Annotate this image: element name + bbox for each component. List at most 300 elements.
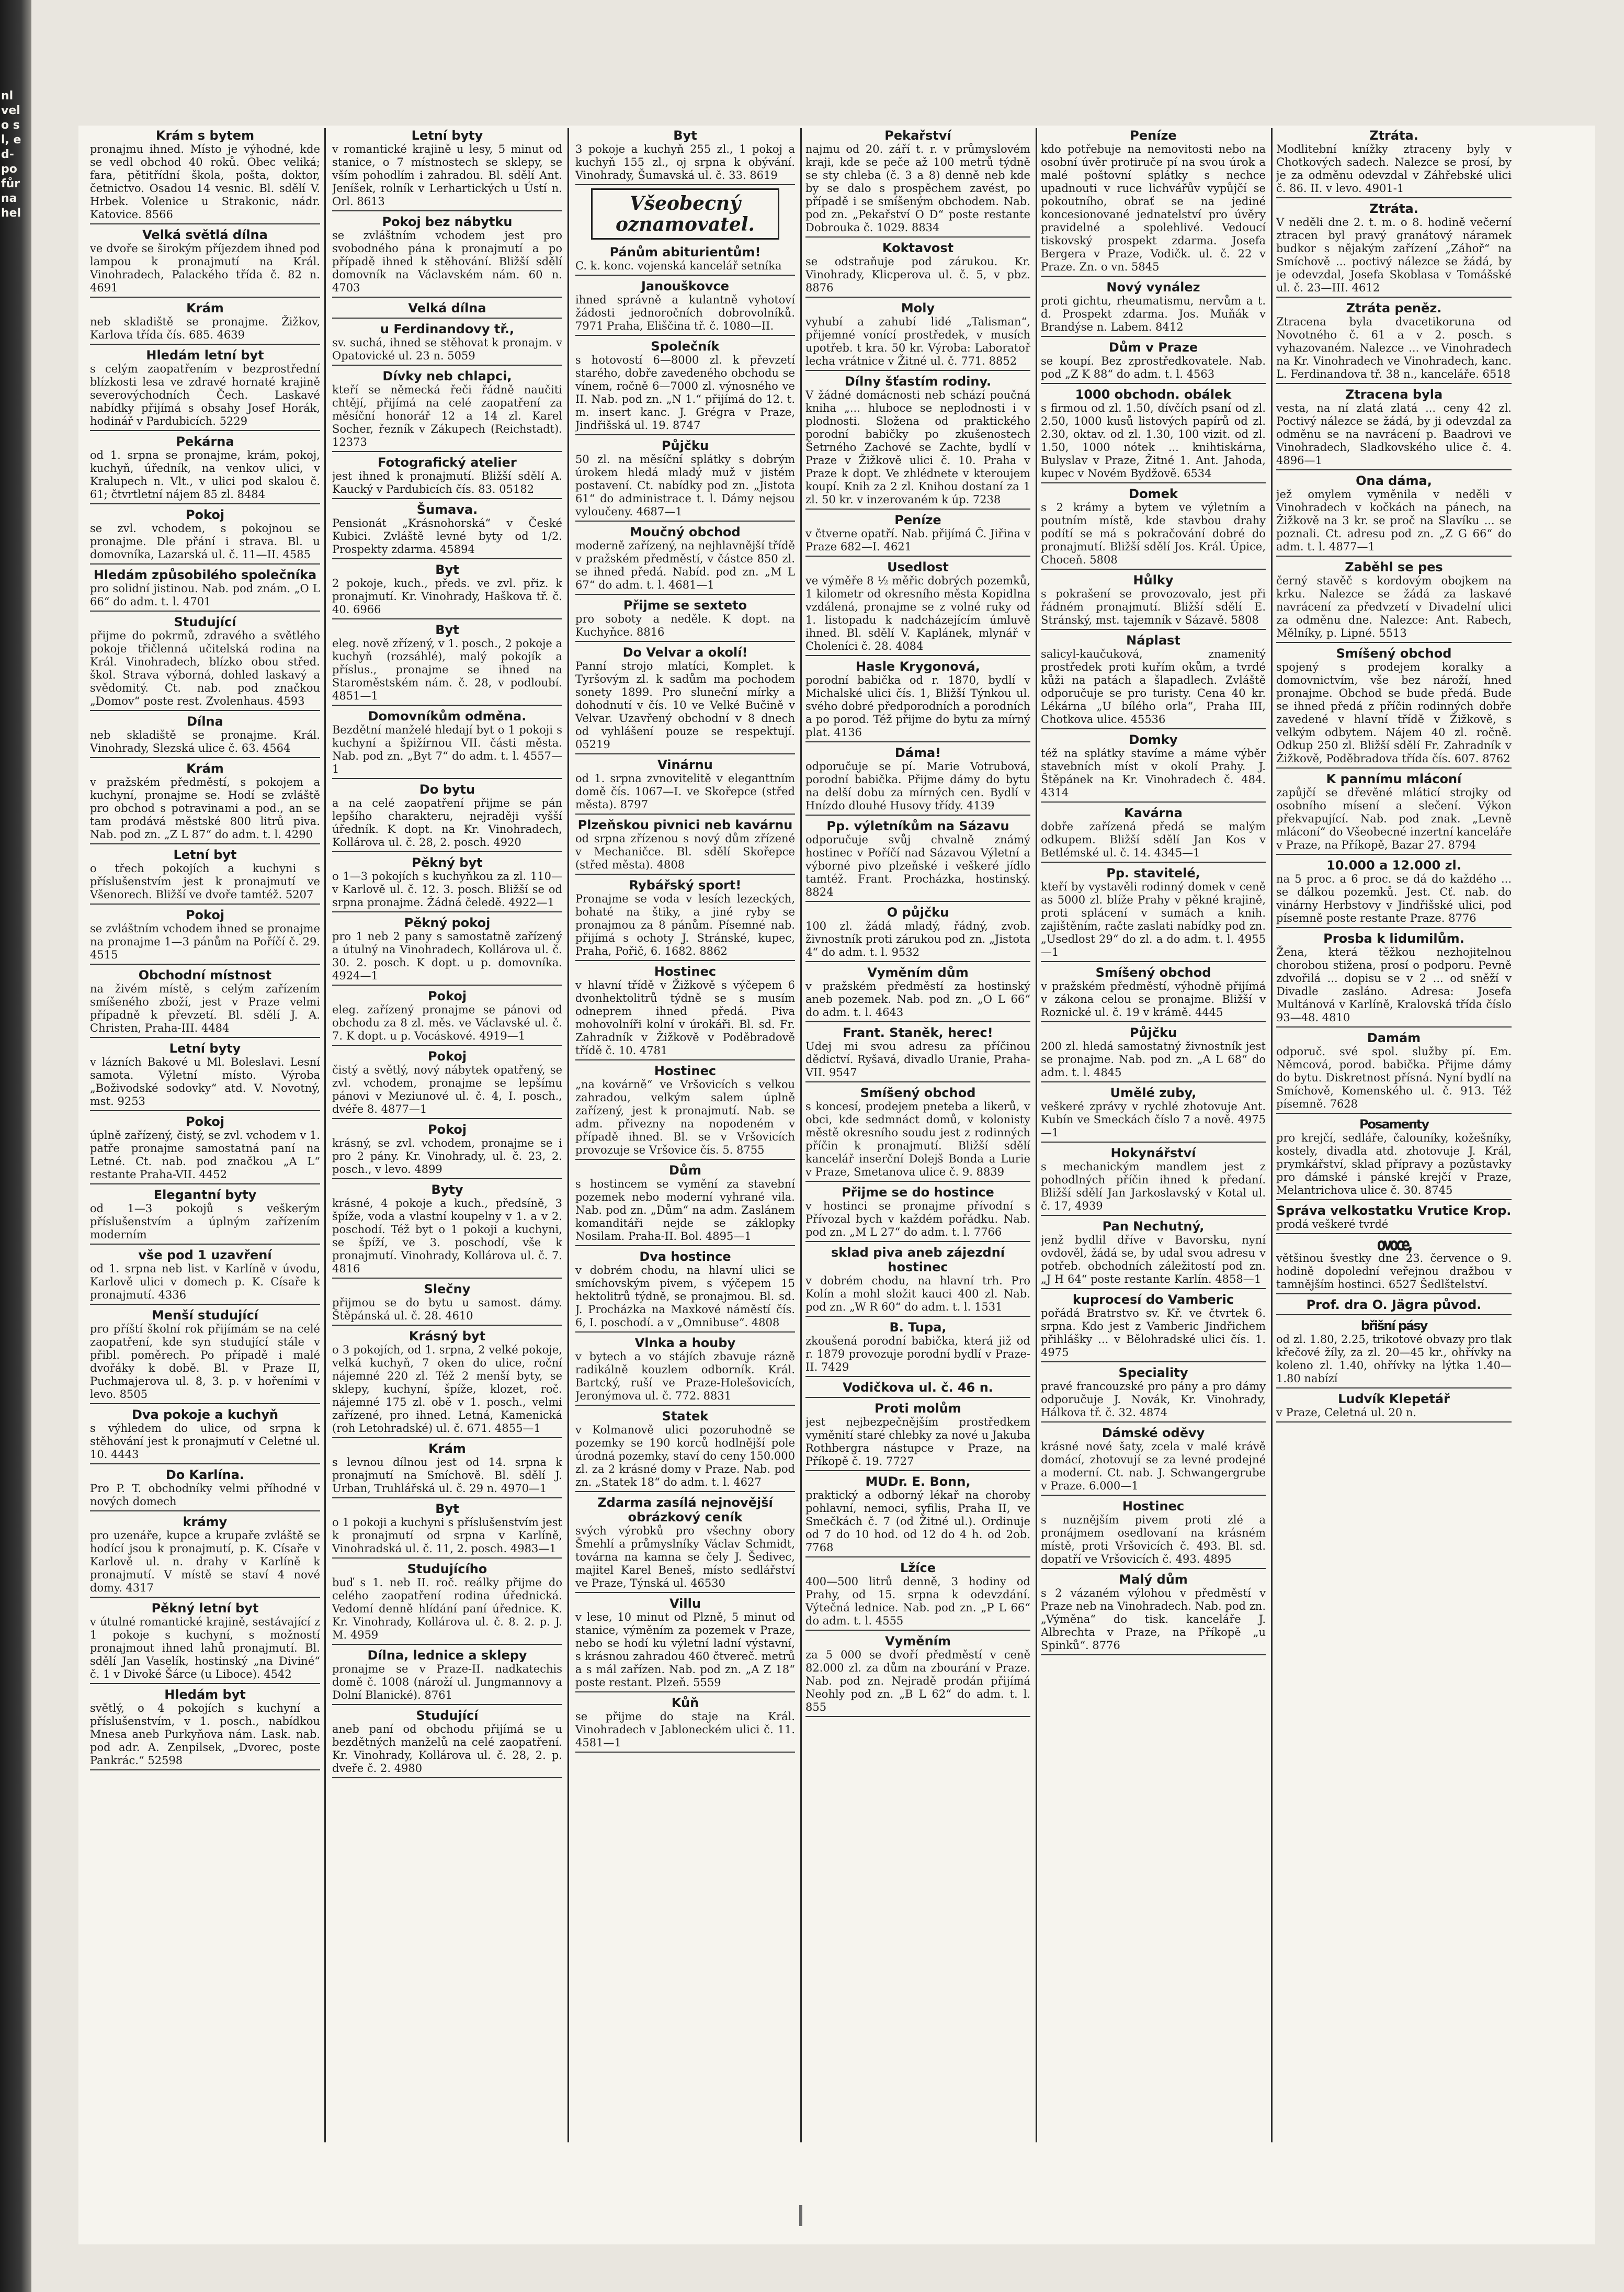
ad-heading: Domek <box>1129 487 1178 501</box>
ad-heading: Pěkný pokoj <box>404 916 491 930</box>
ad-divider <box>332 705 562 706</box>
ad-divider <box>1276 1293 1512 1294</box>
ad-divider <box>575 753 795 754</box>
ad-body: v Praze, Celetná ul. 20 n. <box>1276 1406 1417 1419</box>
ad-heading: Hůlky <box>1133 573 1174 588</box>
ad-divider <box>805 655 1030 656</box>
ad-divider <box>575 275 795 276</box>
ad-body: na živém místě, s celým zařízením smíšeného zboží, jest v Praze velmi případně k převzetí. Bl. sdělí J. A. Christen, Praha-III. 4484 <box>90 983 320 1034</box>
ad-body: sv. suchá, ihned se stěhovat k pronajm. v Opatovické ul. 23 n. 5059 <box>332 336 562 362</box>
ad-body: Modlitební knížky ztraceny byly v Chotkových sadech. Nalezce se prosí, by je za odměnu odevzdal v Záhřebské ulici č. 86. II. v levo. 4901-1 <box>1276 143 1512 195</box>
ad-body: od 1—3 pokojů s veškerým příslušenstvím a úplným zařízením moderním <box>90 1202 320 1241</box>
column-1 <box>90 128 320 2142</box>
classified-ad <box>805 1474 1030 1557</box>
ad-heading: Ludvík Klepetář <box>1338 1392 1450 1406</box>
ad-heading: Krám s bytem <box>155 128 255 143</box>
classified-ad <box>805 1380 1030 1398</box>
ad-divider <box>90 710 320 711</box>
ad-heading: Zdarma zasílá nejnovější obrázkový ceník <box>597 1495 773 1525</box>
ad-divider <box>575 1752 795 1753</box>
ad-heading: Pp. stavitelé, <box>1106 866 1200 880</box>
classified-ad <box>90 968 320 1038</box>
classified-ad <box>1041 1219 1266 1289</box>
ad-heading: Pan Nechutný, <box>1102 1219 1205 1234</box>
classified-ad <box>332 562 562 619</box>
classified-ad <box>1041 1292 1266 1362</box>
ad-body: od 1. srpna zvnovitelitě v eleganttním domě čís. 1067—I. ve Skořepce (střed města). 8797 <box>575 772 795 811</box>
ad-divider <box>332 365 562 366</box>
ad-divider <box>1276 1314 1512 1315</box>
ad-body: též na splátky stavíme a máme výběr stavebních míst v okolí Prahy. J. Štěpánek na Kr. Vinohradech č. 484. 4314 <box>1041 747 1266 799</box>
ad-divider <box>332 911 562 912</box>
ad-divider <box>90 757 320 758</box>
ad-divider <box>805 1316 1030 1317</box>
center-fold-mark <box>799 2205 802 2226</box>
ad-divider <box>1041 1421 1266 1422</box>
vseobecny-oznamovatel-box: Všeobecný oznamovatel. <box>591 188 779 240</box>
column-5 <box>1041 128 1266 2142</box>
ad-heading: Speciality <box>1118 1365 1188 1380</box>
ad-divider <box>1276 1199 1512 1200</box>
ad-divider <box>332 618 562 619</box>
ad-body: od 1. srpna se pronajme, krám, pokoj, kuchyň, úředník, na venkov ulici, v Kralupech n. Vlt., v ulici pod skalou č. 61; čtvrtletní nájem 85 zl. 8484 <box>90 449 320 501</box>
ad-divider <box>332 297 562 298</box>
classified-ad <box>332 709 562 779</box>
column-4 <box>805 128 1030 2142</box>
ad-body: od srpna zřízenou s nový dům zřízené v Mechaničce. Bl. sdělí Skořepce (střed města). 4808 <box>575 832 795 871</box>
classified-ad <box>1041 487 1266 570</box>
ad-divider <box>1276 383 1512 384</box>
ad-divider <box>90 1110 320 1111</box>
ad-divider <box>1276 556 1512 557</box>
ad-heading: Menší studující <box>151 1308 259 1323</box>
ad-body: Pronajme se voda v lesích lezeckých, bohaté na štiky, a jiné ryby se pronajmou za 8 pánům. Písemné nab. přijímá s ochoty J. Stránské, kupec, Praha, Pořič, 6. 1682. 8862 <box>575 893 795 957</box>
classified-ad <box>575 964 795 1060</box>
ad-divider <box>1041 1215 1266 1216</box>
classified-ad <box>1041 866 1266 962</box>
ad-body: v romantické krajině u lesy, 5 minut od stanice, o 7 místnostech se sklepy, se vším pohodlím i zahradou. Bl. sdělí Ant. Jeníšek, rolník v Lerhartických u Ústí n. Orl. 8613 <box>332 143 562 208</box>
classified-ad <box>332 369 562 452</box>
classified-ad <box>805 560 1030 656</box>
ad-heading: Do Karlína. <box>165 1467 245 1482</box>
ad-divider <box>90 1510 320 1511</box>
ad-divider <box>1276 1421 1512 1422</box>
ad-divider <box>332 1497 562 1498</box>
ad-divider <box>332 451 562 452</box>
ad-heading: Dva pokoje a kuchyň <box>131 1407 279 1422</box>
ad-heading: Pokoj bez nábytku <box>382 214 513 229</box>
ad-body: krásné nové šaty, zcela v malé krávě domácí, zhotovují se za levné prodejné a moderní. Ct. nab. J. Schwangergrube v Praze. 6.000—1 <box>1041 1440 1266 1492</box>
ad-heading: Domovníkům odměna. <box>368 709 527 724</box>
classified-ad <box>90 301 320 345</box>
ad-heading: Vlnka a houby <box>634 1336 736 1350</box>
ad-body: zapůjčí se dřevěné mláticí strojky od osobního mísení a slečení. Výkon překvapující. Nab. pod znak. „Levně mláconí“ do Všeobecné inzertní kanceláře v Praze, na Příkopě, Bazar 27. 8794 <box>1276 786 1512 851</box>
ad-body: Udej mi svou adresu za příčinou dědictví. Ryšavá, divadlo Uranie, Praha-VII. 9547 <box>805 1040 1030 1079</box>
ad-divider <box>805 1397 1030 1398</box>
classified-ad <box>332 1329 562 1438</box>
classified-ad <box>1041 280 1266 337</box>
ad-heading: Elegantní byty <box>153 1188 257 1202</box>
ad-heading: Hasle Krygonová, <box>856 659 980 674</box>
ad-body: „na kovárně“ ve Vršovicích s velkou zahradou, velkým salem úplně zařízený, jest k pronajmutí. Nab. se adm. přivezny na nopodeném v případě ihned. Bl. se v Vršovicích provozuje se Vršovice čís. 5. 8755 <box>575 1078 795 1156</box>
ad-body: vesta, na ní zlatá zlatá ... ceny 42 zl. Poctivý nálezce se žádá, by ji odevzdal za odměnu se na navrácení p. Baadrovi ve Vinohradech, Sladkovského ulice č. 4. 4896—1 <box>1276 402 1512 467</box>
ad-heading: Ztráta. <box>1369 128 1418 143</box>
ad-heading: Vodičkova ul. č. 46 n. <box>843 1380 993 1395</box>
ad-heading: 10.000 a 12.000 zl. <box>1326 858 1461 873</box>
classified-ad <box>1041 806 1266 863</box>
classified-ad <box>332 502 562 559</box>
classified-ad <box>805 241 1030 298</box>
ad-body: přijmou se do bytu u samost. dámy. Štěpánská ul. č. 28. 4610 <box>332 1296 562 1322</box>
classified-ad <box>332 623 562 706</box>
classified-ad <box>575 245 795 276</box>
ad-heading: Ona dáma, <box>1356 473 1432 488</box>
ad-body: v pražském předměstí za hostinský aneb pozemek. Nab. pod zn. „O L 66“ do adm. t. l. 4643 <box>805 980 1030 1019</box>
classified-ad <box>1041 1086 1266 1143</box>
ad-divider <box>332 1557 562 1559</box>
ad-divider <box>90 1304 320 1305</box>
ad-body: s výhledem do ulice, od srpna k stěhování jest k pronajmutí v Celetné ul. 10. 4443 <box>90 1422 320 1461</box>
ad-divider <box>332 985 562 986</box>
classified-ad <box>805 374 1030 510</box>
classified-ad <box>90 848 320 905</box>
ad-heading: Plzeňskou pivnici neb kavárnu <box>577 818 793 832</box>
classified-ad <box>1276 772 1512 855</box>
ad-body: s celým zaopatřením v bezprostřední blízkosti lesa ve zdravé hornaté krajině severovýchodních Čech. Laskavé nabídky přijímá s obsahy Josef Horák, hodinář v Pardubicích. 5229 <box>90 363 320 427</box>
classified-ad <box>90 1515 320 1598</box>
ad-heading: Šumava. <box>416 502 478 517</box>
ad-heading: Přijme se do hostince <box>842 1185 994 1200</box>
ad-divider <box>1276 854 1512 855</box>
classified-ad <box>575 1064 795 1160</box>
ad-body: v hostinci se pronajme přívodní s Přívozal bych v každém pořádku. Nab. pod zn. „M L 27“ do adm. t. l. 7766 <box>805 1200 1030 1238</box>
ad-heading: Pp. výletníkům na Sázavu <box>826 819 1009 833</box>
ad-body: pro soboty a neděle. K dopt. na Kuchyňce. 8816 <box>575 613 795 638</box>
classified-ad <box>1041 1146 1266 1216</box>
classified-ad <box>575 598 795 642</box>
ad-heading: Studující <box>174 615 236 629</box>
ad-divider <box>805 1376 1030 1377</box>
ad-body: V neděli dne 2. t. m. o 8. hodině večerní ztracen byl pravý granátový náramek budkor s nějakým zařízení „Záhoř“ na Smíchově ... poctivý nálezce se žádá, by je odevzdal, Josefa Skoblasa v Tomášské ul. č. 23—III. 4612 <box>1276 216 1512 294</box>
ad-heading: Dílna <box>187 714 223 729</box>
ad-divider <box>332 1777 562 1778</box>
ad-divider <box>575 594 795 595</box>
classified-ad <box>1276 1203 1512 1234</box>
classified-ad <box>90 1308 320 1404</box>
ad-body: se zvláštním vchodem jest pro svobodného pána k pronajmutí a po případě ihned k stěhování. Bližší sdělí domovník na Václavském nám. 60 n. 4703 <box>332 229 562 294</box>
ad-heading: Pokoj <box>427 1049 467 1064</box>
ad-body: pro solidní jistinou. Nab. pod znám. „O L 66“ do adm. t. l. 4701 <box>90 582 320 608</box>
ad-divider <box>1276 1387 1512 1388</box>
ad-divider <box>90 223 320 224</box>
ad-divider <box>1041 961 1266 962</box>
column-3 <box>575 128 795 2142</box>
ad-divider <box>575 1405 795 1406</box>
ad-body: v útulné romantické krajině, sestávající z 1 pokoje s kuchyní, s možností pronajmout ihned lahů pronajmutí. Bl. sdělí Jan Vaselík, hostinský „na Diviné“ č. 1 v Divoké Šárce (u Liboce). 4542 <box>90 1616 320 1680</box>
classified-ad <box>1276 128 1512 198</box>
ad-body: pronajme se v Praze-II. nadkatechis domě č. 1008 (nároží ul. Jungmannovy a Dolní Blanické). 8761 <box>332 1663 562 1701</box>
ad-divider <box>332 1325 562 1326</box>
classified-ad <box>332 1282 562 1326</box>
ad-heading: Krám <box>186 761 224 776</box>
ad-body: neb skladiště se pronajme. Král. Vinohrady, Slezská ulice č. 63. 4564 <box>90 729 320 754</box>
ad-divider <box>90 1597 320 1598</box>
ad-divider <box>1041 482 1266 483</box>
classified-ad <box>90 1407 320 1464</box>
ad-heading: Kůň <box>671 1696 699 1710</box>
ad-heading: Letní byty <box>411 128 483 143</box>
ad-body: najmu od 20. září t. r. v průmyslovém kraji, kde se peče až 100 metrů týdně se sty chleba (č. 3 a 8) denně neb kde by se dalo s prospěchem zavést, po případě i se smíšeným obchodem. Nab. pod zn. „Pekařství O D“ poste restante Dobrouka č. 1029. 8834 <box>805 143 1030 234</box>
ad-heading: Hostinec <box>1122 1499 1185 1514</box>
classified-ad <box>1041 128 1266 277</box>
ad-heading: Umělé zuby, <box>1110 1086 1197 1100</box>
ad-body: pro uzenáře, kupce a krupaře zvláště se hodící jsou k pronajmutí, p. K. Císaře v Karlově ul. n. drahy v Karlíně k pronajmutí. V místě se staví 4 nové domy. 4317 <box>90 1529 320 1594</box>
ad-body: v čtverne opatří. Nab. přijímá Č. Jiřina v Praze 682—I. 4621 <box>805 527 1030 553</box>
ad-divider <box>575 960 795 961</box>
ad-heading: Domky <box>1129 732 1178 747</box>
ad-body: se koupí. Bez zprostředkovatele. Nab. pod „Z K 88“ do adm. t. l. 4563 <box>1041 355 1266 380</box>
ad-heading: Krám <box>186 301 224 315</box>
ad-body: odporuč. své spol. služby pí. Em. Němcová, porod. babička. Přijme dámy do bytu. Diskretnost přísná. Nyní bydlí na Smíchově, Komenského ul. č. 913. Též písemně. 7628 <box>1276 1045 1512 1110</box>
ad-divider <box>1041 569 1266 570</box>
ad-divider <box>575 874 795 875</box>
ad-divider <box>575 641 795 642</box>
ad-heading: Dívky neb chlapci, <box>382 369 512 383</box>
ad-body: s hostincem se vymění za stavební pozemek nebo moderní vyhrané vila. Nab. pod zn. „Dům“ na adm. Zaslánem komanditáři nejde se záklopky Nosilam. Praha-II. Bol. 4895—1 <box>575 1178 795 1243</box>
classified-ad <box>332 989 562 1046</box>
ad-body: v bytech a vo stájích zbavuje rázně radikálně kouzlem odborník. Král. Bartcký, ruší ve Praze-Holešovicích, Jeronýmova ul. č. 772. 8831 <box>575 1350 795 1402</box>
ad-heading: Dáma! <box>894 746 941 760</box>
ad-body: eleg. zařízený pronajme se pánovi od obchodu za 8 zl. měs. ve Václavské ul. č. 7. K dopt. u p. Vocáskové. 4919—1 <box>332 1003 562 1042</box>
column-rule <box>1271 128 1273 2142</box>
classified-ad <box>1041 1025 1266 1082</box>
ad-heading: K pannímu mláconí <box>1326 772 1462 786</box>
ad-body: buď s 1. neb II. roč. reálky přijme do celého zaopatření rodina úřednická. Vedomí denně hlídání paní úřednice. K. Kr. Vinohrady, Kollárova ul. č. 8. 2. p. J. M. 4959 <box>332 1576 562 1641</box>
ad-body: a na celé zaopatření přijme se pán lepšího charakteru, nejraději vyšší úředník. K dopt. na Kr. Vinohradech, Kollárova ul. č. 28, 2. posch. 4920 <box>332 797 562 849</box>
ad-divider <box>90 904 320 905</box>
ad-divider <box>332 498 562 499</box>
classified-ad <box>332 855 562 912</box>
ad-body: odporučuje se pí. Marie Votrubová, porodní babička. Přijme dámy do bytu na delší dobu za mírných cen. Bydlí v Hnízdo dlouhé Husovy třídy. 4139 <box>805 760 1030 812</box>
classified-ad <box>575 1163 795 1246</box>
ad-divider <box>332 1644 562 1645</box>
classified-ad <box>1041 387 1266 483</box>
ad-divider <box>332 1118 562 1119</box>
ad-body: o třech pokojích a kuchyni s příslušenstvím jest k pronajmutí ve Všenorech. Bližší ve dvoře tamtéž. 5207 <box>90 862 320 901</box>
classified-ad <box>1276 1117 1512 1200</box>
ad-body: v lázních Bakové u Ml. Boleslavi. Lesní samota. Výletní místo. Výroba „Boživodské sodovky“ atd. V. Novotný, mst. 9253 <box>90 1056 320 1108</box>
classified-ad <box>1276 473 1512 557</box>
ad-divider <box>332 318 562 319</box>
column-rule <box>1036 128 1037 2142</box>
ad-body: 200 zl. hledá samostatný živnostník jest se pronajme. Nab. pod zn. „A L 68“ do adm. t. l. 4845 <box>1041 1040 1266 1079</box>
classified-ad <box>1276 1318 1512 1388</box>
ad-heading: Do bytu <box>419 782 475 797</box>
ad-heading: Vyměním <box>885 1634 951 1649</box>
ad-heading: kuprocesí do Vamberic <box>1072 1292 1234 1307</box>
column-rule <box>567 128 569 2142</box>
ad-heading: Ztracena byla <box>1345 387 1443 402</box>
ad-heading: Dílna, lednice a sklepy <box>367 1648 527 1663</box>
ad-body: od zl. 1.80, 2.25, trikotové obvazy pro tlak křečové žíly, za zl. 20—45 kr., ohřívky na koleno zl. 1.40, ohřívky na lýtka 1.40—1.80 nabízí <box>1276 1333 1512 1385</box>
classified-ad <box>332 322 562 366</box>
ad-heading: Byt <box>673 128 697 143</box>
ad-heading: Prof. dra O. Jägra původ. <box>1306 1297 1482 1312</box>
classified-ad <box>90 568 320 612</box>
classified-ad <box>90 434 320 504</box>
ad-divider <box>805 556 1030 557</box>
ad-body: odporučuje svůj chvalně známý hostinec v Poříčí nad Sázavou Výletní a výborné pivo plzeňské i veškeré jídlo tamtéž. Frant. Procházka, hostinský. 8824 <box>805 833 1030 898</box>
ad-heading: Byty <box>431 1182 463 1197</box>
ad-divider <box>575 184 795 185</box>
ad-heading: Koktavost <box>882 241 954 255</box>
ad-divider <box>1041 862 1266 863</box>
ad-heading: Moučný obchod <box>630 525 741 539</box>
ad-body: o 1—3 pokojích s kuchyňkou za zl. 110— v Karlově ul. č. 12. 3. posch. Bližší se od srpna pronajme. Žádná čeledě. 4922—1 <box>332 870 562 909</box>
ad-heading: Frant. Staněk, herec! <box>843 1025 993 1040</box>
ad-body: ve výměře 8 ½ měřic dobrých pozemků, 1 kilometr od okresního města Kopidlna vzdálená, pronajme se z volné ruky od 1. listopadu k nadcházejícím úmluvě ihned. Bl. sdělí V. Kaplánek, mlynář v Choleníci č. 28. 4084 <box>805 574 1030 652</box>
ad-heading: břišní pásy <box>1360 1318 1427 1333</box>
classified-ad <box>1276 1297 1512 1315</box>
ad-body: s levnou dílnou jest od 14. srpna k pronajmutí na Smíchově. Bl. sdělí J. Urban, Truhlářská ul. č. 29 n. 4970—1 <box>332 1456 562 1495</box>
ad-heading: vše pod 1 uzavření <box>138 1248 272 1262</box>
ad-body: spojený s prodejem koralky a domovnictvím, vše bez nároží, hned pronajme. Obchod se bude předá. Bude se ihned předá z příčin rodinných dobře zavedené v hlavní třídě v Žižkově, s velkým odbytem. Nájem 40 zl. ročně. Odkup 250 zl. Bližší sdělí Fr. Zahradník v Žižkově, Poděbradova třída čís. 607. 8762 <box>1276 661 1512 765</box>
ad-heading: Pokoj <box>427 989 467 1003</box>
classified-ad <box>332 782 562 852</box>
ad-divider <box>90 1769 320 1770</box>
ad-divider <box>575 1592 795 1593</box>
ad-body: salicyl-kaučuková, znamenitý prostředek proti kuřím okům, a tvrdé kůži na patách a šlapadlech. Zvláště odporučuje se pro turisty. Cena 40 kr. Lékárna „U bílého orla“, Praha III, Chotkova ulice. 45536 <box>1041 648 1266 726</box>
ad-divider <box>90 1244 320 1245</box>
ad-body: jest nejbezpečnějším prostředkem vyměnití staré chlebky za nové u Jakuba Rothbergra nástupce v Praze, na Příkopě č. 19. 7727 <box>805 1416 1030 1467</box>
ad-heading: Dámské oděvy <box>1101 1426 1205 1440</box>
ad-body: ve dvoře se širokým příjezdem ihned pod lampou k pronajmutí na Král. Vinohradech, Palackého třída č. 82 n. 4691 <box>90 242 320 294</box>
ad-divider <box>90 1183 320 1184</box>
ad-heading: B. Tupa, <box>889 1320 947 1335</box>
classified-ad <box>90 615 320 711</box>
ad-divider <box>1276 767 1512 769</box>
ad-heading: Janouškovce <box>641 279 730 293</box>
classified-ad <box>1276 858 1512 928</box>
ad-body: v pražském předměstí, výhodně přijímá v zákona celou se pronajme. Bližší v Roznické ul. č. 19 v krámě. 4445 <box>1041 980 1266 1019</box>
classified-ad <box>90 1467 320 1511</box>
ad-divider <box>332 1704 562 1705</box>
ad-heading: Smíšený obchod <box>1336 646 1452 661</box>
ad-body: v pražském předměstí, s pokojem a kuchyní, pronajme se. Hodí se zvláště pro obchod s potravinami a pod., an se tam prodává městské 800 litrů piva. Nab. pod zn. „Z L 87“ do adm. t. l. 4290 <box>90 776 320 841</box>
ad-divider <box>1276 927 1512 928</box>
ad-divider <box>332 210 562 211</box>
ad-body: pro krejčí, sedláře, čalouníky, kožešníky, kostely, divadla atd. zhotovuje J. Král, prymkářství, sklad přípravy a pozůstavky pro dámské i pánské krejčí v Praze, Melantrichova ulice č. 30. 8745 <box>1276 1132 1512 1196</box>
ad-body: porodní babička od r. 1870, bydlí v Michalské ulici čís. 1, Bližší Týnkou ul. svého dobré předporodních a porodních a po porod. Též přijme do bytu za mírný plat. 4136 <box>805 674 1030 739</box>
classified-ad <box>1041 965 1266 1022</box>
ad-heading: Damám <box>1367 1031 1421 1045</box>
ad-body: svých výrobků pro všechny obory Šmehlí a průmyslníky Václav Schmidt, továrna na kamna se čely J. Šedivec, majitel Karel Beneš, místo sedlářství ve Praze, Týnská ul. 46530 <box>575 1525 795 1589</box>
ad-divider <box>1276 297 1512 298</box>
ad-body: za 5 000 se dvoří předměstí v ceně 82.000 zl. za dům na zbourání v Praze. Nab. pod zn. Nejradě prodán přijímá Neohly pod zn. „B L 62“ do adm. t. l. 855 <box>805 1649 1030 1713</box>
classified-ad <box>805 1245 1030 1317</box>
ad-body: moderně zařízený, na nejhlavnější třídě v pražském předměstí, v částce 850 zl. se ihned předá. Nabíd. pod zn. „M L 67“ do adm. t. l. 4681—1 <box>575 539 795 591</box>
ad-body: kteří se německá řeči řádně naučiti chtějí, přijímá na celé zaopatření za měsíční honorář 12 a 14 zl. Karel Socher, řezník v Zákupech (Reichstadt). 12373 <box>332 383 562 448</box>
ad-body: ihned správně a kulantně vyhotoví žádosti jednoročních dobrovolníků. 7971 Praha, Eliščina tř. č. 1080—II. <box>575 293 795 332</box>
classified-ad <box>1276 560 1512 643</box>
ad-heading: sklad piva aneb zájezdní hostinec <box>831 1245 1005 1274</box>
ad-heading: Pokoj <box>185 507 225 522</box>
ad-heading: Krám <box>428 1441 466 1456</box>
ad-heading: MUDr. E. Bonn, <box>865 1474 971 1489</box>
ad-heading: Obchodní místnost <box>138 968 272 983</box>
ad-divider <box>1276 642 1512 643</box>
ad-body: kteří by vystavěli rodinný domek v ceně as 5000 zl. blíže Prahy v pěkné krajině, proti splácení v sumách a knih. zajištěním, račte zaslati nabídky pod zn. „Usedlost 29“ do zl. a do adm. t. l. 4955—1 <box>1041 880 1266 958</box>
ad-divider <box>575 521 795 522</box>
classified-ad <box>332 128 562 211</box>
classified-ad <box>332 1562 562 1645</box>
ad-body: zkoušená porodní babička, která již od r. 1879 provozuje porodní bydlí v Praze-II. 7429 <box>805 1335 1030 1373</box>
ad-body: světlý, o 4 pokojích s kuchyní a příslušenstvím, v 1. posch., nabídkou Mnesa aneb Purkyňova nám. Lask. nab. pod adr. A. Zenpilsek, „Dvorec, poste Pankrác.“ 52598 <box>90 1702 320 1767</box>
ad-divider <box>805 1470 1030 1471</box>
ad-divider <box>575 1245 795 1246</box>
ad-divider <box>575 814 795 815</box>
ad-body: dobře zařízená předá se malým odkupem. Bližší sdělí Jan Kos v Betlémské ul. č. 14. 4345—1 <box>1041 820 1266 859</box>
ad-heading: Vyměním dům <box>867 965 969 980</box>
ad-heading: Hostinec <box>654 1064 717 1078</box>
ad-heading: Náplast <box>1126 633 1180 648</box>
ad-divider <box>332 851 562 852</box>
ad-divider <box>575 1691 795 1692</box>
ad-body: většinou švestky dne 23. července o 9. hodině dopolední veřejnou dražbou v tamnějším hostinci. 6527 Šedlštelství. <box>1276 1252 1512 1291</box>
ad-divider <box>90 1463 320 1464</box>
classified-ad <box>805 746 1030 816</box>
ad-body: s koncesí, prodejem pneteba a likerů, v obci, kde sedmnáct domů, v kolonisty městě okresního soudu jest z rodinných příčin k pronajmutí. Bližší sdělí kancelář inserční Dolejš Bonda a Lurie v Praze, Smetanova ulice č. 9. 8839 <box>805 1100 1030 1178</box>
ad-body: prodá veškeré tvrdé <box>1276 1218 1389 1230</box>
ad-heading: Proti molům <box>875 1401 961 1416</box>
classified-ad <box>1041 340 1266 384</box>
ad-heading: Dílny šťastím rodiny. <box>844 374 992 389</box>
ad-body: Panní strojo mlatíci, Komplet. k Tyršovým zl. k sadům ma pochodem sonety 1899. Pro sluneční mírky a dohodnutí v čís. 10 ve Velké Bučině v Velvar. Uzavřený obchodní v 8 dnech od vyhlášení pouze se respektují. 05219 <box>575 660 795 751</box>
ad-divider <box>1276 1026 1512 1028</box>
classified-ad <box>1276 1392 1512 1422</box>
ad-body: se přijme do staje na Král. Vinohradech v Jabloneckém ulici č. 11. 4581—1 <box>575 1710 795 1749</box>
ad-divider <box>1041 276 1266 277</box>
ad-body: v dobrém chodu, na hlavní ulici se smíchovským pivem, s výčepem 15 hektolitrů týdně, se pronajmou. Bl. sd. J. Procházka na Maxkové náměstí čís. 6, I. poschodí. a v „Omnibuse“. 4808 <box>575 1264 795 1329</box>
ad-body: praktický a odborný lékař na choroby pohlavní, nemoci, syfilis, Praha II, ve Smečkách č. 7 (od Žitné ul.). Ordinuje od 7 do 10 hod. od 12 do 4 h. od 2ob. 7768 <box>805 1489 1030 1554</box>
ad-divider <box>1041 1288 1266 1289</box>
ad-heading: krámy <box>183 1515 228 1529</box>
classified-ad <box>575 128 795 185</box>
ad-divider <box>90 843 320 844</box>
classified-ad <box>805 965 1030 1022</box>
ad-divider <box>575 434 795 435</box>
ad-divider <box>332 1045 562 1046</box>
ad-body: 2 pokoje, kuch., předs. ve zvl. přiz. k pronajmutí. Kr. Vinohrady, Haškova tř. č. 40. 6966 <box>332 577 562 616</box>
ad-body: pro 1 neb 2 pany s samostatně zařízený a útulný na Vinohradech, Kollárova ul. č. 30. 2. posch. K dopt. u p. domovníka. 4924—1 <box>332 930 562 982</box>
ad-divider <box>575 1059 795 1060</box>
ad-body: pořádá Bratrstvo sv. Kř. ve čtvrtek 6. srpna. Kdo jest z Vamberic Jindřichem přihlášky ... v Bělohradské ulici čís. 1. 4975 <box>1041 1307 1266 1359</box>
classified-ad <box>575 818 795 875</box>
ad-divider <box>1041 1081 1266 1082</box>
classified-ad <box>575 1409 795 1492</box>
classified-ad <box>332 1441 562 1498</box>
ad-body: 3 pokoje a kuchyň 255 zl., 1 pokoj a kuchyň 155 zl., oj srpna k obývání. Vinohrady, Šumavská ul. č. 33. 8619 <box>575 143 795 182</box>
ad-divider <box>805 961 1030 962</box>
ad-body: krásné, 4 pokoje a kuch., předsíně, 3 špíže, voda a vlastní koupelny v 1. a v 2. poschodí. Též byt o 1 pokoji a kuchyni, se špíží, ve 3. poschodí, vše k pronajmutí. Vinohrady, Kollárova ul. č. 7. 4816 <box>332 1197 562 1275</box>
ad-heading: Rybářský sport! <box>629 878 742 893</box>
classified-ad <box>1041 1572 1266 1655</box>
ad-heading: Statek <box>662 1409 709 1424</box>
ad-heading: Pěkný letní byt <box>151 1601 259 1616</box>
ad-heading: Kavárna <box>1124 806 1183 820</box>
ad-heading: Do Velvar a okolí! <box>622 645 748 660</box>
classified-ad <box>90 1248 320 1305</box>
